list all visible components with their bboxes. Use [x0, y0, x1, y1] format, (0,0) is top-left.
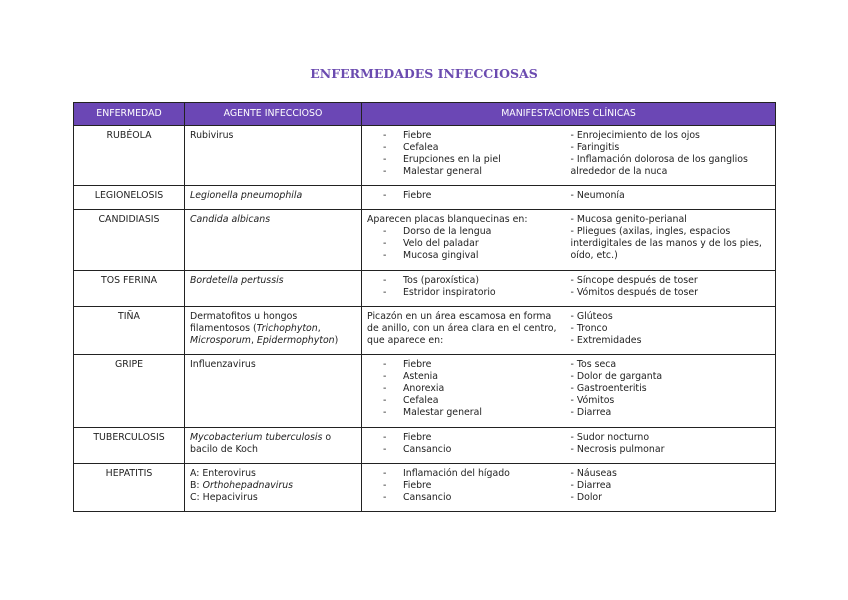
- infectious-agent: Dermatofitos u hongos filamentosos (Trichophyton, Microsporum, Epidermophyton): [185, 307, 362, 355]
- disease-name: TUBERCULOSIS: [74, 428, 185, 464]
- list-item: - Faringitis: [570, 142, 620, 153]
- table-row: [74, 464, 776, 512]
- list-item: - Fiebre: [383, 480, 564, 492]
- infectious-agent: Influenzavirus: [185, 355, 362, 428]
- infectious-agent: Bordetella pertussis: [185, 271, 362, 307]
- list-item: - Tos (paroxística): [383, 275, 564, 287]
- list-item: - Enrojecimiento de los ojos: [570, 130, 700, 141]
- manifestations-left: [362, 126, 569, 186]
- list-item: - Vómitos después de toser: [570, 287, 699, 298]
- list-item: - Fiebre: [383, 359, 564, 371]
- manifestations-right: [569, 355, 776, 428]
- infectious-agent: A: Enterovirus B: Orthohepadnavirus C: Hepacivirus: [185, 464, 362, 512]
- diseases-table: [73, 102, 776, 512]
- manifestations-right: [569, 186, 776, 210]
- infectious-agent: Mycobacterium tuberculosis o bacilo de Koch: [185, 428, 362, 464]
- list-item: - Estridor inspiratorio: [383, 287, 564, 299]
- table-row: [74, 355, 776, 428]
- table-row: [74, 126, 776, 186]
- list-item: - Inflamación dolorosa de los ganglios alrededor de la nuca: [570, 154, 748, 177]
- manifestations-left: [362, 271, 569, 307]
- list-item: - Náuseas: [570, 468, 617, 479]
- disease-name: GRIPE: [74, 355, 185, 428]
- table-row: [74, 186, 776, 210]
- list-item: - Erupciones en la piel: [383, 154, 564, 166]
- disease-name: RUBÉOLA: [74, 126, 185, 186]
- manifestations-left: [362, 186, 569, 210]
- list-item: - Diarrea: [570, 480, 612, 491]
- header-disease: ENFERMEDAD: [74, 103, 185, 126]
- infectious-agent: Rubivirus: [185, 126, 362, 186]
- list-item: - Necrosis pulmonar: [570, 444, 665, 455]
- disease-name: CANDIDIASIS: [74, 210, 185, 271]
- list-intro: Aparecen placas blanquecinas en:: [367, 214, 528, 225]
- manifestations-left: [362, 307, 569, 355]
- disease-name: TOS FERINA: [74, 271, 185, 307]
- list-item: - Anorexia: [383, 383, 564, 395]
- table-header-row: [74, 103, 776, 126]
- list-item: - Dolor: [570, 492, 603, 503]
- list-item: - Fiebre: [383, 130, 564, 142]
- manifestations-right: [569, 126, 776, 186]
- list-item: - Astenia: [383, 371, 564, 383]
- manifestations-left: [362, 210, 569, 271]
- list-item: - Malestar general: [383, 407, 564, 419]
- list-item: - Síncope después de toser: [570, 275, 698, 286]
- list-item: - Malestar general: [383, 166, 564, 178]
- table-row: [74, 210, 776, 271]
- manifestations-left: [362, 464, 569, 512]
- list-item: - Gastroenteritis: [570, 383, 647, 394]
- list-intro: Picazón en un área escamosa en forma de anillo, con un área clara en el centro, que aparece en:: [367, 311, 557, 346]
- list-item: - Fiebre: [383, 190, 564, 202]
- list-item: - Extremidades: [570, 335, 642, 346]
- list-item: - Tronco: [570, 323, 608, 334]
- disease-name: TIÑA: [74, 307, 185, 355]
- table-row: [74, 428, 776, 464]
- infectious-agent: Candida albicans: [185, 210, 362, 271]
- manifestations-right: [569, 464, 776, 512]
- list-item: - Fiebre: [383, 432, 564, 444]
- list-item: - Glúteos: [570, 311, 613, 322]
- list-item: - Cefalea: [383, 395, 564, 407]
- table-row: [74, 307, 776, 355]
- list-item: - Cefalea: [383, 142, 564, 154]
- page-title: ENFERMEDADES INFECCIOSAS: [310, 66, 538, 81]
- manifestations-right: [569, 210, 776, 271]
- list-item: - Mucosa gingival: [383, 250, 564, 262]
- manifestations-right: [569, 307, 776, 355]
- list-item: - Dolor de garganta: [570, 371, 663, 382]
- manifestations-right: [569, 428, 776, 464]
- list-item: - Velo del paladar: [383, 238, 564, 250]
- table-row: [74, 271, 776, 307]
- disease-name: LEGIONELOSIS: [74, 186, 185, 210]
- list-item: - Cansancio: [383, 444, 564, 456]
- list-item: - Diarrea: [570, 407, 612, 418]
- list-item: - Dorso de la lengua: [383, 226, 564, 238]
- header-manifestations: MANIFESTACIONES CLÍNICAS: [362, 103, 776, 126]
- list-item: - Cansancio: [383, 492, 564, 504]
- list-item: - Vómitos: [570, 395, 615, 406]
- list-item: - Sudor nocturno: [570, 432, 650, 443]
- list-item: - Pliegues (axilas, ingles, espacios interdigitales de las manos y de los pies, oído, etc.): [570, 226, 762, 261]
- manifestations-right: [569, 271, 776, 307]
- manifestations-left: [362, 355, 569, 428]
- list-item: - Neumonía: [570, 190, 625, 201]
- infectious-agent: Legionella pneumophila: [185, 186, 362, 210]
- list-item: - Mucosa genito-perianal: [570, 214, 687, 225]
- manifestations-left: [362, 428, 569, 464]
- list-item: - Tos seca: [570, 359, 617, 370]
- list-item: - Inflamación del hígado: [383, 468, 564, 480]
- disease-name: HEPATITIS: [74, 464, 185, 512]
- header-agent: AGENTE INFECCIOSO: [185, 103, 362, 126]
